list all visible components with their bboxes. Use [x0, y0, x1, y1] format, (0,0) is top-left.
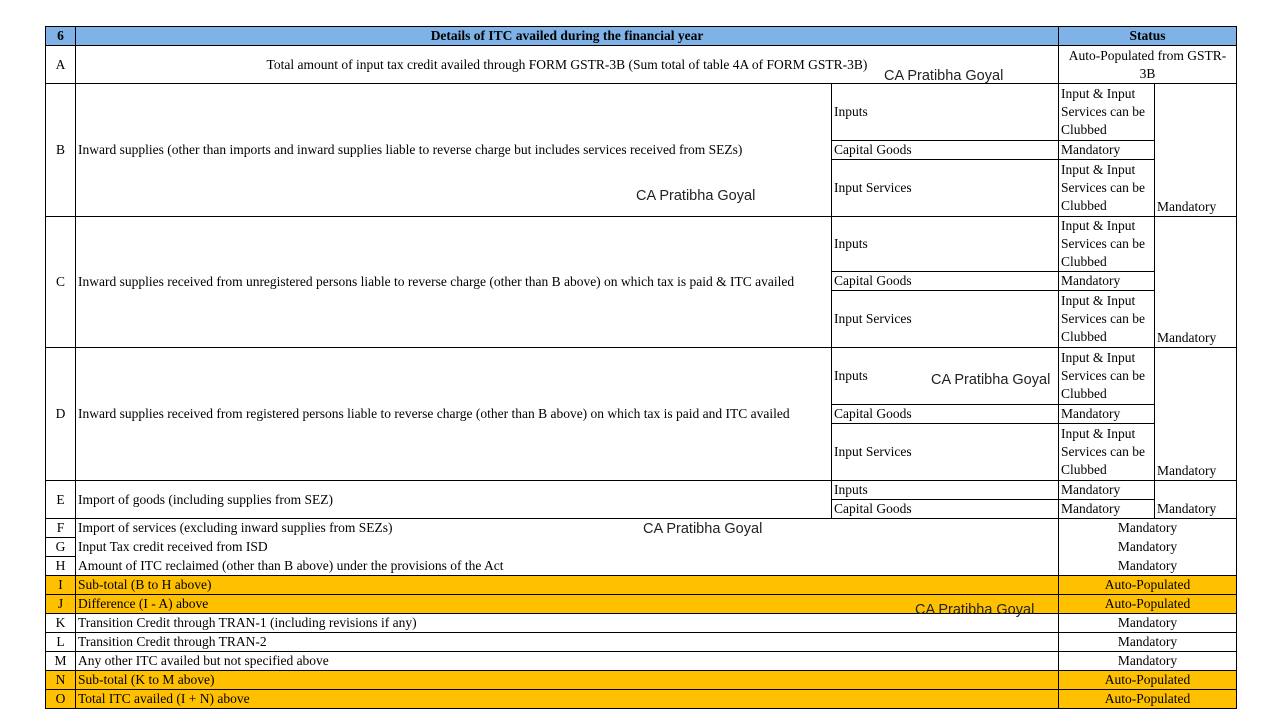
row-description: Difference (I - A) above [76, 595, 1059, 614]
overall-status: Mandatory [1155, 481, 1237, 519]
row-status: Auto-Populated [1059, 595, 1237, 614]
row-k [46, 614, 1237, 633]
row-j [46, 595, 1237, 614]
row-status: Auto-Populated [1059, 671, 1237, 690]
sub-status: Input & Input Services can be Clubbed [1059, 84, 1155, 141]
row-h [46, 557, 1237, 576]
row-description: Total amount of input tax credit availed through FORM GSTR-3B (Sum total of table 4A of FORM GSTR-3B) [76, 46, 1059, 84]
row-status: Mandatory [1059, 633, 1237, 652]
header-status: Status [1059, 27, 1237, 46]
row-code: C [46, 217, 76, 348]
sub-type: Input Services [832, 291, 1059, 348]
sub-type: Input Services [832, 160, 1059, 217]
row-description: Import of services (excluding inward supplies from SEZs) [76, 519, 1059, 538]
sub-type: Capital Goods [832, 500, 1059, 519]
watermark-text: CA Pratibha Goyal [636, 188, 756, 204]
row-e-inputs [46, 481, 1237, 500]
sub-status: Mandatory [1059, 481, 1155, 500]
row-description: Any other ITC availed but not specified above [76, 652, 1059, 671]
row-status: Mandatory [1059, 519, 1237, 538]
row-code: M [46, 652, 76, 671]
row-description: Sub-total (K to M above) [76, 671, 1059, 690]
row-n [46, 671, 1237, 690]
row-description: Inward supplies received from registered persons liable to reverse charge (other than B above) on which tax is paid and ITC availed [76, 348, 832, 481]
sub-status: Mandatory [1059, 141, 1155, 160]
row-code: F [46, 519, 76, 538]
sub-status: Input & Input Services can be Clubbed [1059, 348, 1155, 405]
row-code: H [46, 557, 76, 576]
sub-status: Mandatory [1059, 272, 1155, 291]
watermark-text: CA Pratibha Goyal [915, 602, 1035, 618]
header-title: Details of ITC availed during the financial year [76, 27, 1059, 46]
row-status: Mandatory [1059, 614, 1237, 633]
sub-type: Inputs [832, 217, 1059, 272]
row-description: Amount of ITC reclaimed (other than B above) under the provisions of the Act [76, 557, 1059, 576]
header-row [46, 27, 1237, 46]
row-status: Auto-Populated [1059, 576, 1237, 595]
row-i [46, 576, 1237, 595]
row-code: B [46, 84, 76, 217]
itc-details-table [45, 26, 1237, 709]
watermark-text: CA Pratibha Goyal [643, 521, 763, 537]
row-description: Sub-total (B to H above) [76, 576, 1059, 595]
row-status: Auto-Populated from GSTR-3B [1059, 46, 1237, 84]
header-number: 6 [46, 27, 76, 46]
watermark-text: CA Pratibha Goyal [931, 372, 1051, 388]
row-code: J [46, 595, 76, 614]
row-description: Transition Credit through TRAN-2 [76, 633, 1059, 652]
sub-type: Capital Goods [832, 141, 1059, 160]
row-code: K [46, 614, 76, 633]
row-code: O [46, 690, 76, 709]
row-code: A [46, 46, 76, 84]
overall-status: Mandatory [1155, 84, 1237, 217]
row-m [46, 652, 1237, 671]
sub-status: Mandatory [1059, 405, 1155, 424]
row-description: Inward supplies received from unregistered persons liable to reverse charge (other than B above) on which tax is paid & ITC availed [76, 217, 832, 348]
row-b-inputs [46, 84, 1237, 141]
row-c-inputs [46, 217, 1237, 272]
sub-status: Mandatory [1059, 500, 1155, 519]
sub-status: Input & Input Services can be Clubbed [1059, 160, 1155, 217]
row-code: E [46, 481, 76, 519]
row-g [46, 538, 1237, 557]
row-code: I [46, 576, 76, 595]
row-status: Auto-Populated [1059, 690, 1237, 709]
row-code: L [46, 633, 76, 652]
row-d-inputs [46, 348, 1237, 405]
overall-status: Mandatory [1155, 217, 1237, 348]
sub-status: Input & Input Services can be Clubbed [1059, 217, 1155, 272]
row-a [46, 46, 1237, 84]
sub-type: Inputs [832, 481, 1059, 500]
row-description: Import of goods (including supplies from SEZ) [76, 481, 832, 519]
row-code: N [46, 671, 76, 690]
row-status: Mandatory [1059, 557, 1237, 576]
row-status: Mandatory [1059, 652, 1237, 671]
overall-status: Mandatory [1155, 348, 1237, 481]
sub-type: Capital Goods [832, 272, 1059, 291]
row-description: Transition Credit through TRAN-1 (including revisions if any) [76, 614, 1059, 633]
sub-status: Input & Input Services can be Clubbed [1059, 291, 1155, 348]
row-description: Total ITC availed (I + N) above [76, 690, 1059, 709]
sub-type: Inputs [832, 84, 1059, 141]
row-l [46, 633, 1237, 652]
sub-type: Input Services [832, 424, 1059, 481]
sub-status: Input & Input Services can be Clubbed [1059, 424, 1155, 481]
row-code: D [46, 348, 76, 481]
row-f [46, 519, 1237, 538]
row-description: Inward supplies (other than imports and inward supplies liable to reverse charge but includes services received from SEZs) [76, 84, 832, 217]
row-code: G [46, 538, 76, 557]
row-status: Mandatory [1059, 538, 1237, 557]
row-description: Input Tax credit received from ISD [76, 538, 1059, 557]
watermark-text: CA Pratibha Goyal [884, 68, 1004, 84]
sub-type: Capital Goods [832, 405, 1059, 424]
row-o [46, 690, 1237, 709]
sub-type: Inputs [832, 348, 1059, 405]
